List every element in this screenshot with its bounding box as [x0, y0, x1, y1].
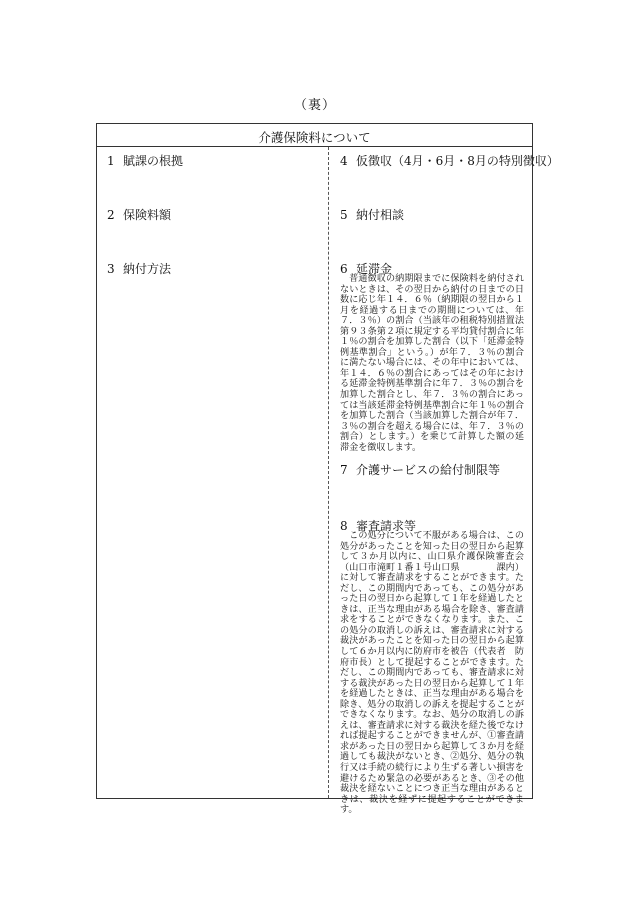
section-8-number: 8 [340, 519, 348, 533]
section-6-number: 6 [340, 262, 348, 276]
section-6-body: 普通徴収の納期限までに保険料を納付されないときは、その翌日から納付の日までの日数に応じ年１４．６％（納期限の翌日から１月を経過する日までの期間については、年７．３％）の割合（当該年の租税特別措置法第９３条第２項に規定する平均貸付割合に年１％の割合を加算した割合（以下「延滞金特例基準割合」という。）が年７．３％の割合に満たない場合には、その年中においては、年１４．６％の割合にあってはその年における延滞金特例基準割合に年７．３％の割合を加算した割合とし、年７．３％の割合にあっては当該延滞金特例基準割合に年１％の割合を加算した割合（当該加算した割合が年７．３％の割合を超える場合には、年７．３％の割合）とします。）を乗じて計算した額の延滞金を徴収します。 [340, 274, 524, 453]
section-4-title: 仮徴収（4月・6月・8月の特別徴収） [356, 154, 559, 168]
section-3-title: 納付方法 [123, 262, 172, 276]
section-5-heading [340, 206, 404, 223]
section-1-title: 賦課の根拠 [123, 154, 184, 168]
section-2-number: 2 [107, 208, 115, 222]
section-4-heading [340, 152, 559, 169]
section-3-heading [107, 260, 171, 277]
section-3-number: 3 [107, 262, 115, 276]
section-8-body: この処分について不服がある場合は、この処分があったことを知った日の翌日から起算して３か月以内に、山口県介護保険審査会（山口市滝町１番１号山口県 課内）に対して審査請求をすることができます。ただし、この期間内であっても、この処分があった日の翌日から起算して１年を経過したときは、正当な理由がある場合を除き、審査請求をすることができなくなります。また、この処分の取消しの訴えは、審査請求に対する裁決があったことを知った日の翌日から起算して６か月以内に防府市を被告（代表者 防府市長）として提起することができます。ただし、この期間内であっても、審査請求に対する裁決があった日の翌日から起算して１年を経過したときは、正当な理由がある場合を除き、処分の取消しの訴えを提起することができなくなります。なお、処分の取消しの訴えは、審査請求に対する裁決を経た後でなければ提起することができませんが、①審査請求があった日の翌日から起算して３か月を経過しても裁決がないとき、②処分、処分の執行又は手続の続行により生ずる著しい損害を避けるため緊急の必要があるとき、③その他裁決を経ないことにつき正当な理由があるときは、裁決を経ずに提起することができます。 [340, 531, 524, 816]
section-6-title: 延滞金 [356, 262, 393, 276]
section-7-title: 介護サービスの給付制限等 [356, 463, 501, 477]
section-1-number: 1 [107, 154, 115, 168]
section-4-number: 4 [340, 154, 348, 168]
section-7-heading [340, 461, 500, 478]
section-7-number: 7 [340, 463, 348, 477]
section-5-title: 納付相談 [356, 208, 405, 222]
title-divider [97, 146, 532, 147]
column-divider [328, 147, 329, 798]
section-1-heading [107, 152, 183, 169]
section-2-title: 保険料額 [123, 208, 172, 222]
notice-frame [96, 123, 559, 816]
notice-title: 介護保険料について [258, 130, 371, 145]
section-2-heading [107, 206, 171, 223]
section-8-title: 審査請求等 [356, 519, 417, 533]
page-side-label: （裏） [293, 98, 336, 113]
section-5-number: 5 [340, 208, 348, 222]
